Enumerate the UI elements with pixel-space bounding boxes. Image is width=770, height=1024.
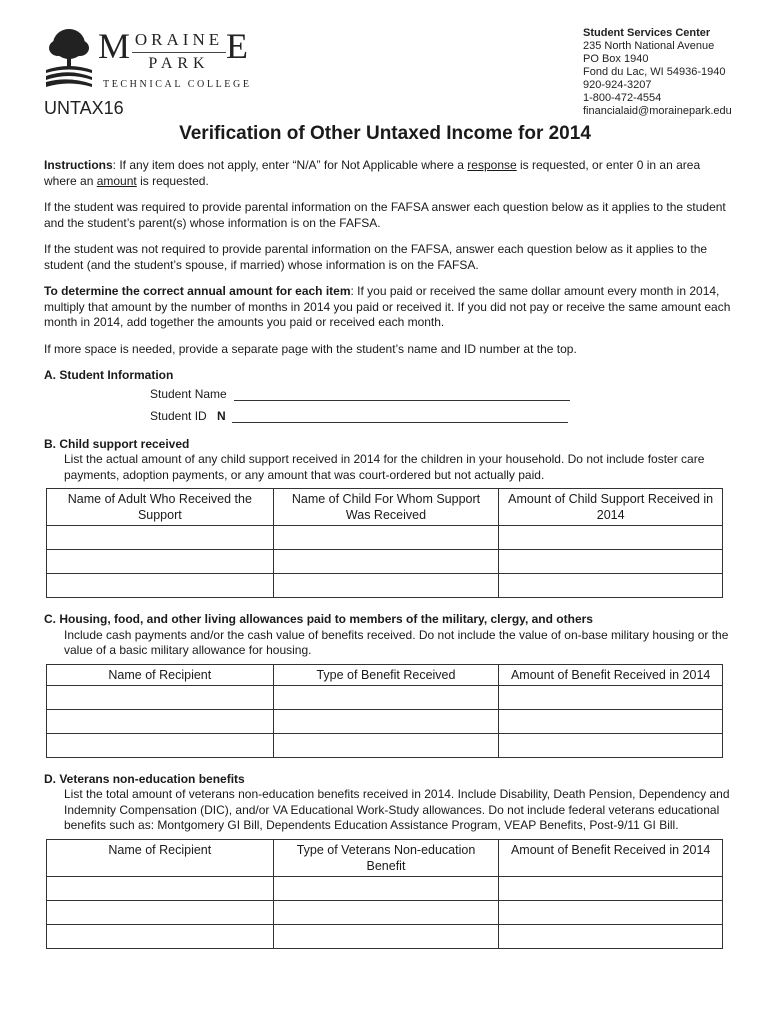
instructions-parental: If the student was required to provide parental information on the FAFSA answer each question below as it applies to the student and the student’s parent(s) whose information is on the FAFSA. bbox=[44, 200, 726, 230]
tree-icon bbox=[44, 26, 94, 88]
column-header: Name of Recipient bbox=[47, 664, 274, 685]
table-cell[interactable] bbox=[273, 924, 499, 948]
section-b-heading: B. Child support received bbox=[44, 436, 190, 451]
table-cell[interactable] bbox=[499, 709, 723, 733]
column-header: Name of Child For Whom Support Was Received bbox=[273, 489, 499, 526]
table-cell[interactable] bbox=[499, 876, 723, 900]
table-cell[interactable] bbox=[47, 876, 274, 900]
column-header: Name of Adult Who Received the Support bbox=[47, 489, 274, 526]
table-cell[interactable] bbox=[47, 900, 274, 924]
table-cell[interactable] bbox=[499, 733, 723, 757]
table-cell[interactable] bbox=[273, 709, 499, 733]
section-c-text: Include cash payments and/or the cash value of benefits received. Do not include the value of on-base military housing or the value of a basic military allowance for housing. bbox=[64, 627, 729, 657]
student-id-row bbox=[44, 409, 734, 431]
table-row bbox=[47, 550, 723, 574]
table-row bbox=[47, 900, 723, 924]
table-row bbox=[47, 733, 723, 757]
instructions-more-space: If more space is needed, provide a separate page with the student’s name and ID number at the top. bbox=[44, 341, 577, 356]
column-header: Amount of Benefit Received in 2014 bbox=[499, 664, 723, 685]
table-cell[interactable] bbox=[273, 900, 499, 924]
instructions-nonparental: If the student was not required to provide parental information on the FAFSA, answer each question below as it applies to the student (and the student’s spouse, if married) whose information is on the FAFSA. bbox=[44, 242, 708, 272]
address-line: Fond du Lac, WI 54936-1940 bbox=[583, 66, 726, 78]
column-header: Amount of Benefit Received in 2014 bbox=[499, 839, 723, 876]
address-block bbox=[583, 27, 732, 118]
table-cell[interactable] bbox=[47, 550, 274, 574]
column-header: Type of Benefit Received bbox=[273, 664, 499, 685]
address-email[interactable]: financialaid@morainepark.edu bbox=[583, 105, 732, 117]
table-cell[interactable] bbox=[499, 924, 723, 948]
instructions-paragraph: Instructions: If any item does not apply, enter “N/A” for Not Applicable where a response is requested, or enter 0 in an area where an amount is requested. bbox=[44, 158, 701, 188]
veterans-benefits-table bbox=[46, 839, 723, 949]
table-cell[interactable] bbox=[499, 550, 723, 574]
table-cell[interactable] bbox=[47, 574, 274, 598]
table-cell[interactable] bbox=[499, 574, 723, 598]
student-name-label: Student Name bbox=[150, 386, 227, 401]
student-id-label: Student ID bbox=[150, 408, 207, 423]
table-row bbox=[47, 709, 723, 733]
housing-allowance-table bbox=[46, 664, 723, 758]
table-row bbox=[47, 685, 723, 709]
table-row bbox=[47, 876, 723, 900]
column-header: Amount of Child Support Received in 2014 bbox=[499, 489, 723, 526]
address-phone: 1-800-472-4554 bbox=[583, 92, 662, 104]
form-code: UNTAX16 bbox=[44, 98, 124, 118]
address-line: 235 North National Avenue bbox=[583, 40, 715, 52]
section-b-text: List the actual amount of any child support received in 2014 for the children in your household. Do not include foster care payments, adoption payments, or any amount that was court-ordered but not actually paid. bbox=[64, 452, 705, 482]
logo-park: PARK bbox=[148, 55, 210, 72]
table-row bbox=[47, 574, 723, 598]
table-cell[interactable] bbox=[47, 685, 274, 709]
student-name-row bbox=[44, 387, 734, 409]
column-header: Type of Veterans Non-education Benefit bbox=[273, 839, 499, 876]
logo-oraine: ORAINE bbox=[132, 30, 226, 53]
table-cell[interactable] bbox=[273, 550, 499, 574]
address-phone: 920-924-3207 bbox=[583, 79, 652, 91]
section-a-heading: A. Student Information bbox=[44, 368, 174, 382]
table-cell[interactable] bbox=[273, 526, 499, 550]
logo-subtitle: TECHNICAL COLLEGE bbox=[103, 79, 252, 90]
form-body bbox=[44, 158, 734, 963]
table-cell[interactable] bbox=[499, 900, 723, 924]
table-cell[interactable] bbox=[273, 876, 499, 900]
child-support-table bbox=[46, 488, 723, 598]
table-cell[interactable] bbox=[47, 526, 274, 550]
table-cell[interactable] bbox=[273, 733, 499, 757]
table-row bbox=[47, 924, 723, 948]
table-cell[interactable] bbox=[499, 685, 723, 709]
student-id-field[interactable] bbox=[232, 422, 568, 423]
address-title: Student Services Center bbox=[583, 27, 711, 39]
section-c-heading: C. Housing, food, and other living allowances paid to members of the military, clergy, and others bbox=[44, 612, 593, 626]
instructions-label: Instructions bbox=[44, 158, 113, 172]
table-cell[interactable] bbox=[47, 924, 274, 948]
section-d-heading: D. Veterans non-education benefits bbox=[44, 771, 245, 786]
document-title: Verification of Other Untaxed Income for 2014 bbox=[179, 123, 591, 144]
student-id-prefix: N bbox=[217, 408, 226, 423]
table-cell[interactable] bbox=[273, 685, 499, 709]
table-cell[interactable] bbox=[47, 709, 274, 733]
table-cell[interactable] bbox=[499, 526, 723, 550]
table-cell[interactable] bbox=[273, 574, 499, 598]
instructions-annual-amount: To determine the correct annual amount for each item: If you paid or received the same dollar amount every month in 2014, multiply that amount by the number of months in 2014 you paid or received it. If you did not pay or receive the same amount each month in 2014, add together the amounts you paid or received each month. bbox=[44, 284, 731, 329]
logo-letter-e: E bbox=[226, 26, 248, 66]
address-line: PO Box 1940 bbox=[583, 53, 649, 65]
college-logo bbox=[40, 24, 250, 94]
table-row bbox=[47, 526, 723, 550]
column-header: Name of Recipient bbox=[47, 839, 274, 876]
student-name-field[interactable] bbox=[234, 400, 570, 401]
logo-letter-m: M bbox=[98, 26, 131, 66]
section-d-text: List the total amount of veterans non-education benefits received in 2014. Include Disability, Death Pension, Dependency and Indemnity Compensation (DIC), and/or VA Educational Work-Study allowances. Do not include federal veterans educational benefits such as: Montgomery GI Bill, Dependents Education Assistance Program, VEAP Benefits, Post-9/11 GI Bill. bbox=[64, 787, 730, 832]
table-cell[interactable] bbox=[47, 733, 274, 757]
